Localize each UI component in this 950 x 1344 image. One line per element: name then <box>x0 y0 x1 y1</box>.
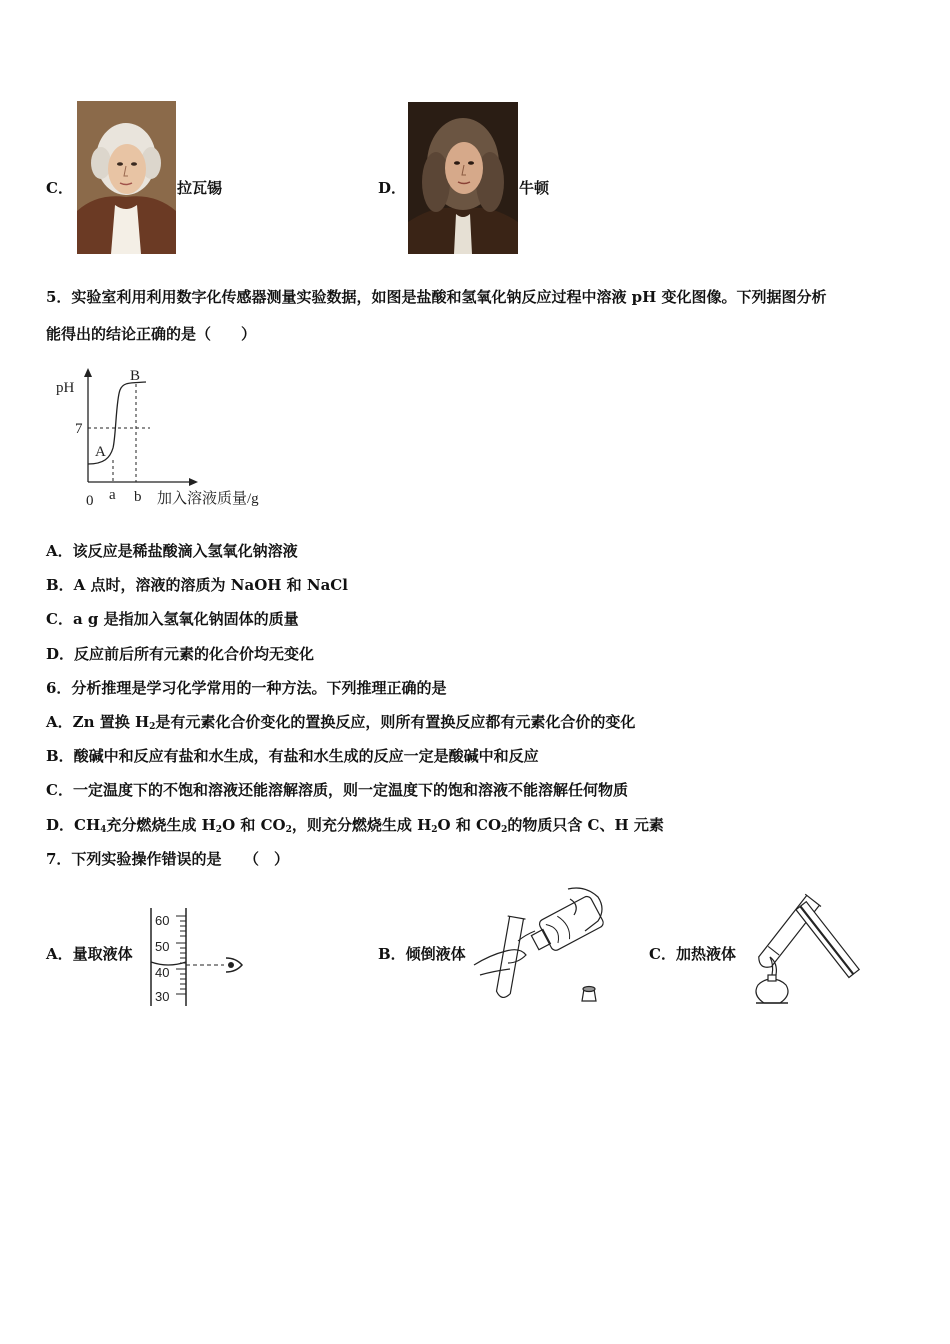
tick-7-label: 7 <box>75 421 83 437</box>
y-axis-arrow <box>84 368 92 377</box>
x-axis-arrow <box>189 478 198 486</box>
pouring-liquid-illustration <box>470 885 615 1010</box>
cylinder-tick-40: 40 <box>155 965 170 980</box>
q4-option-c-name: 拉瓦锡 <box>177 179 223 197</box>
x-axis-label: 加入溶液质量/g <box>157 491 259 507</box>
point-b-label: B <box>130 368 141 384</box>
q5-option-a: A．该反应是稀盐酸滴入氢氧化钠溶液 <box>46 542 298 560</box>
q6-option-a: A．Zn 置换 $H_2$是有元素化合价变化的置换反应，则所有置换反应都有元素化合价的变化 <box>46 713 636 732</box>
test-tube-holder <box>796 902 859 978</box>
ph-titration-graph <box>50 364 280 512</box>
tilted-test-tube <box>754 894 821 972</box>
cylinder-tick-50: 50 <box>155 939 170 954</box>
q7-option-b-label: B．倾倒液体 <box>378 945 466 963</box>
q7-stem: 7．下列实验操作错误的是 （ ） <box>46 850 289 868</box>
q5-stem-line1: 5．实验室利用利用数字化传感器测量实验数据，如图是盐酸和氢氧化钠反应过程中溶液 pH 变化图像。下列据图分析 <box>46 288 827 306</box>
tick-a-label: a <box>109 487 116 503</box>
reagent-bottle <box>527 895 605 958</box>
newton-portrait <box>408 102 518 254</box>
q7-option-a-label: A．量取液体 <box>46 945 133 963</box>
cylinder-tick-30: 30 <box>155 989 170 1004</box>
bottle-stopper <box>582 987 596 1002</box>
y-axis-label: pH <box>56 380 75 396</box>
test-tube <box>494 916 526 999</box>
q6-stem: 6．分析推理是学习化学常用的一种方法。下列推理正确的是 <box>46 679 447 697</box>
origin-label: 0 <box>86 493 94 509</box>
q4-option-d-letter: D． <box>378 179 407 197</box>
q5-option-b: B．A 点时，溶液的溶质为 NaOH 和 NaCl <box>46 576 348 594</box>
q6-option-b: B．酸碱中和反应有盐和水生成，有盐和水生成的反应一定是酸碱中和反应 <box>46 747 539 765</box>
point-a-label: A <box>95 444 106 460</box>
graduated-cylinder-reading <box>146 906 246 1010</box>
tick-b-label: b <box>134 489 142 505</box>
cylinder-tick-60: 60 <box>155 913 170 928</box>
q5-stem-line2: 能得出的结论正确的是（ ） <box>46 325 257 343</box>
q4-option-d-name: 牛顿 <box>519 179 550 197</box>
q6-option-d: D．$CH_4$充分燃烧生成 $H_2O$ 和 $CO_2$，则充分燃烧生成 $H_2O$ 和 $CO_2$的物质只含 C、H 元素 <box>46 816 664 835</box>
q7-option-c-label: C．加热液体 <box>649 945 736 963</box>
lavoisier-portrait <box>77 101 176 254</box>
q5-option-d: D．反应前后所有元素的化合价均无变化 <box>46 645 315 663</box>
heating-liquid-illustration <box>742 885 867 1010</box>
q6-option-c: C．一定温度下的不饱和溶液还能溶解溶质，则一定温度下的饱和溶液不能溶解任何物质 <box>46 781 628 799</box>
q5-option-c: C．a g 是指加入氢氧化钠固体的质量 <box>46 610 299 628</box>
q4-option-c-letter: C． <box>46 179 73 197</box>
eye-icon <box>226 958 242 972</box>
